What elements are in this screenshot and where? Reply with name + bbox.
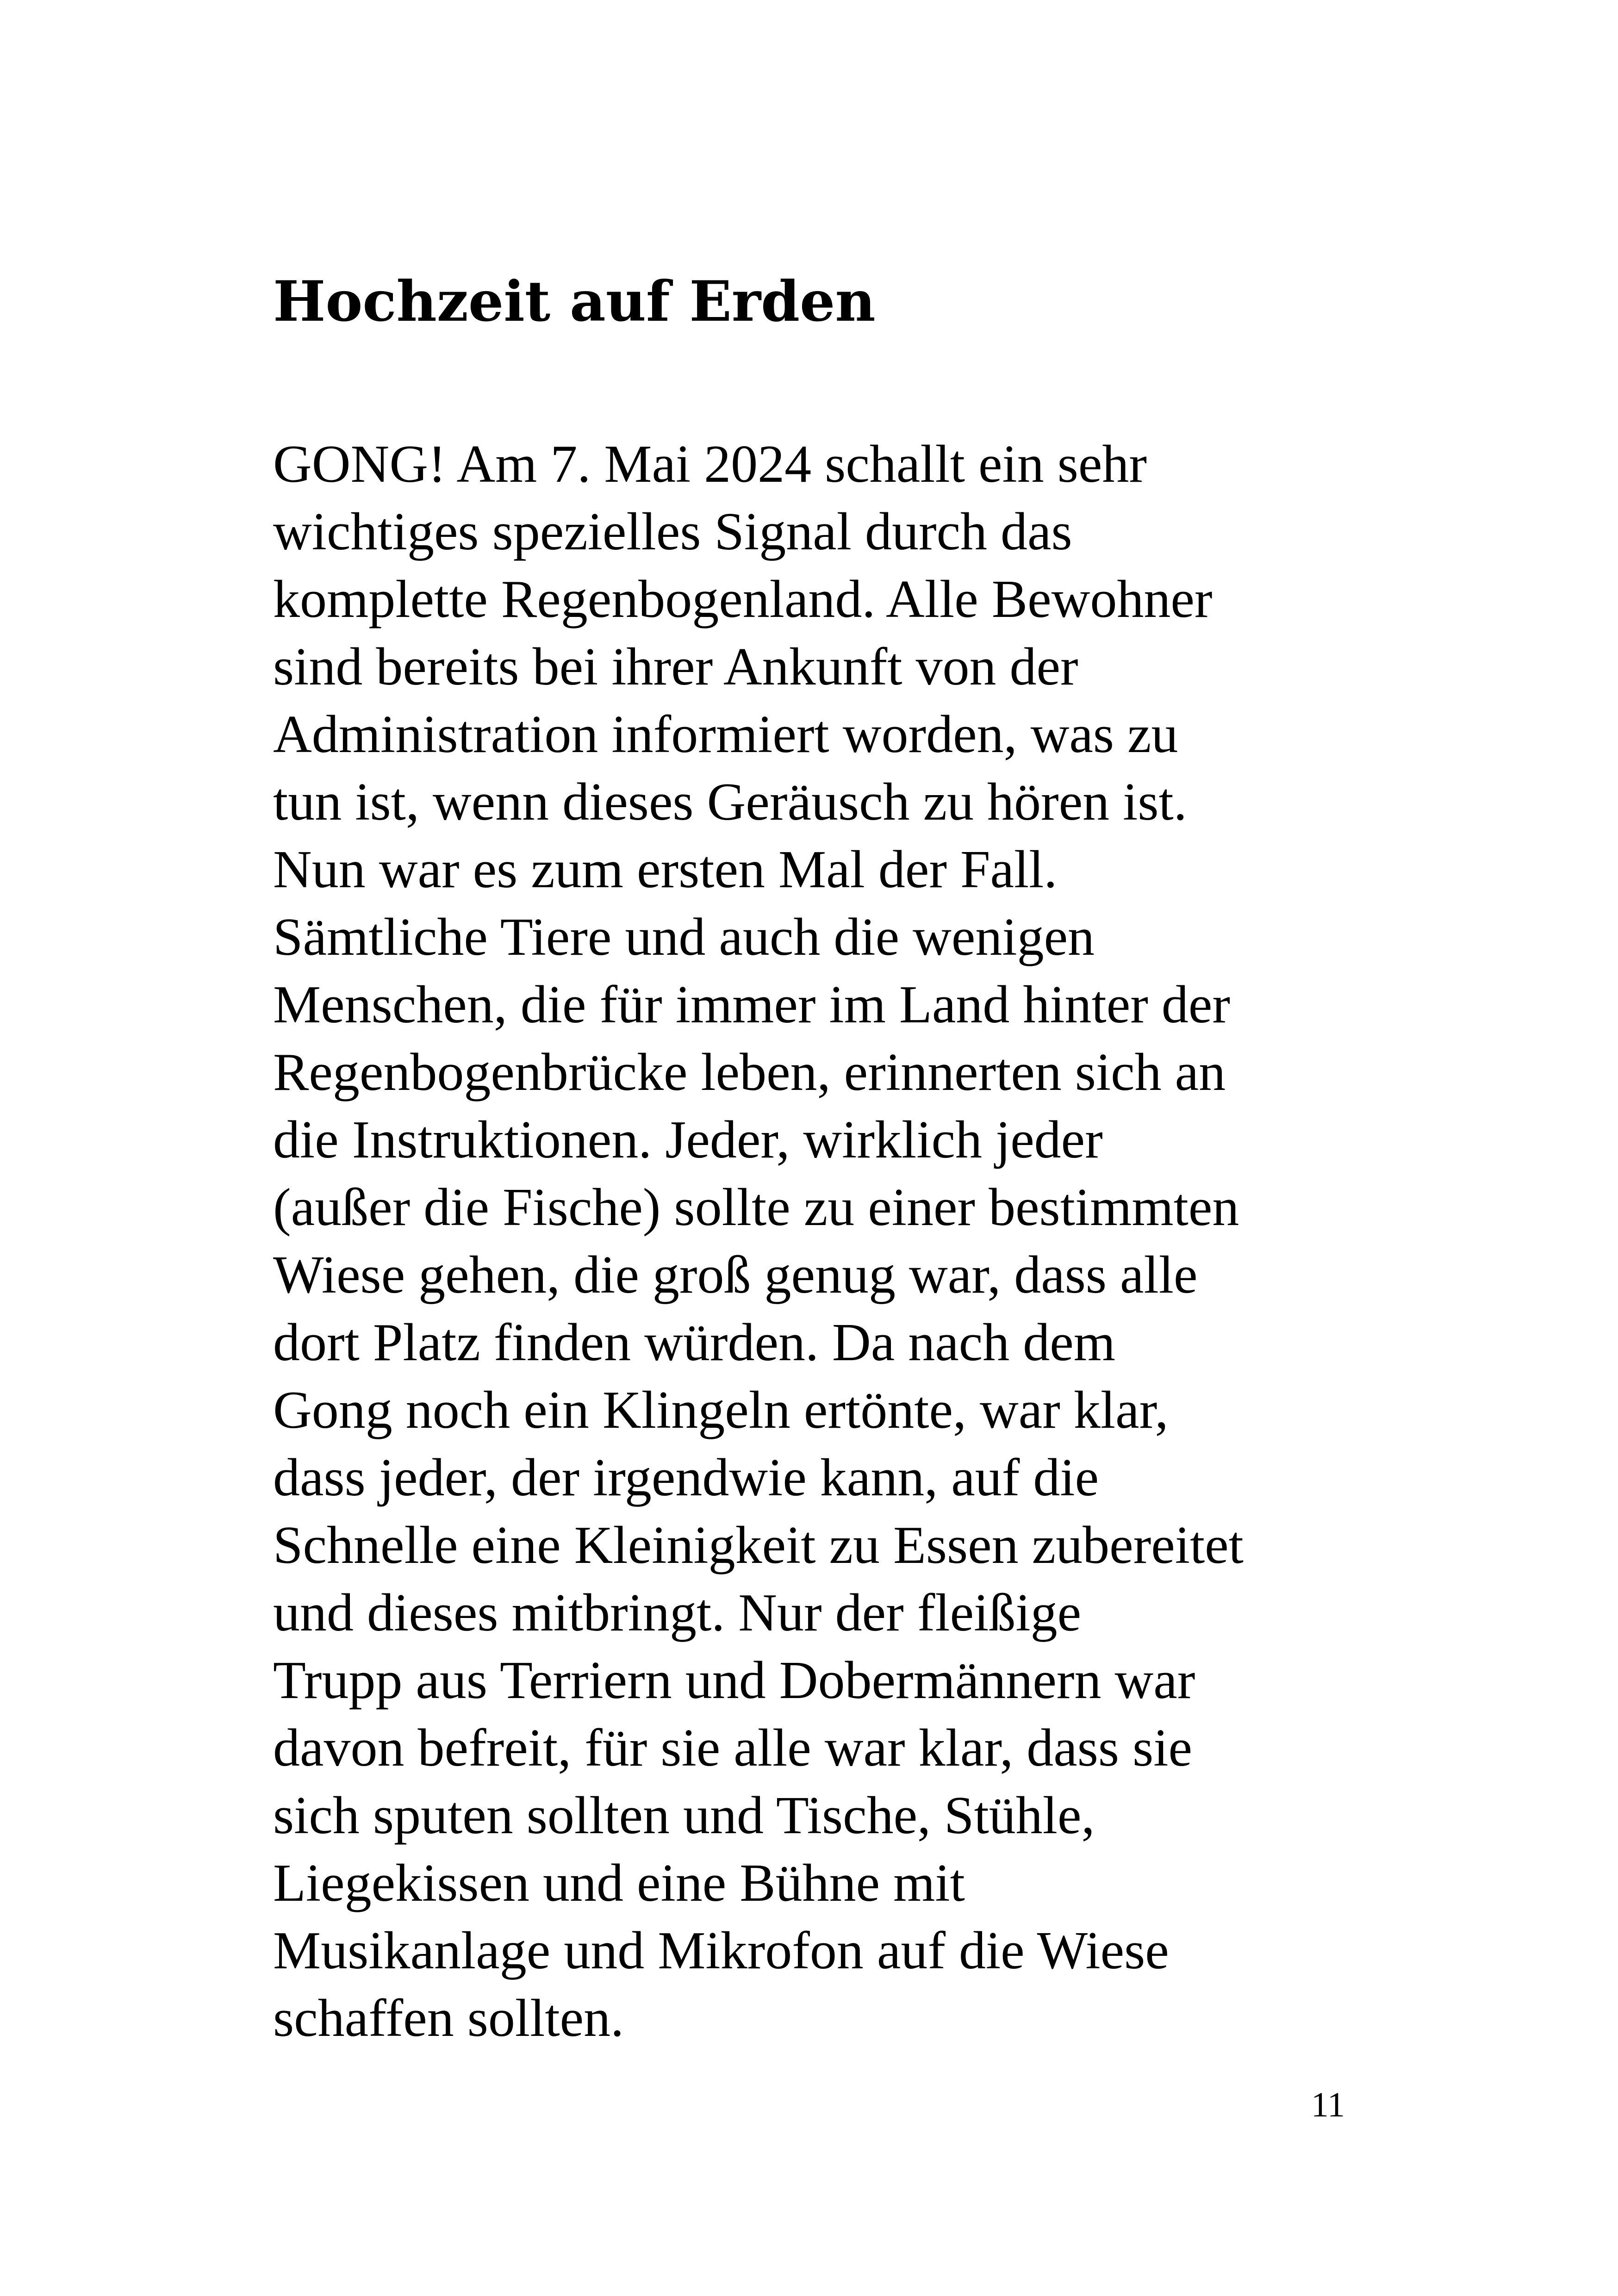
text-line: Schnelle eine Kleinigkeit zu Essen zubereitet — [273, 1516, 1244, 1575]
text-line: Nun war es zum ersten Mal der Fall. — [273, 840, 1058, 899]
text-line: komplette Regenbogenland. Alle Bewohner — [273, 570, 1213, 629]
text-line: Gong noch ein Klingeln ertönte, war klar, — [273, 1381, 1169, 1440]
text-line: tun ist, wenn dieses Geräusch zu hören ist. — [273, 772, 1187, 832]
text-line: sind bereits bei ihrer Ankunft von der — [273, 637, 1078, 697]
chapter-title: Hochzeit auf Erden — [273, 269, 876, 334]
page-number: 11 — [1311, 2085, 1345, 2124]
text-line: Liegekissen und eine Bühne mit — [273, 1854, 965, 1913]
text-line: und dieses mitbringt. Nur der fleißige — [273, 1583, 1082, 1643]
text-line: Menschen, die für immer im Land hinter der — [273, 975, 1231, 1034]
text-line: die Instruktionen. Jeder, wirklich jeder — [273, 1110, 1103, 1170]
text-line: davon befreit, für sie alle war klar, dass sie — [273, 1718, 1192, 1778]
text-line: dass jeder, der irgendwie kann, auf die — [273, 1448, 1099, 1507]
text-line: Regenbogenbrücke leben, erinnerten sich an — [273, 1043, 1226, 1102]
text-line: schaffen sollten. — [273, 1989, 624, 2048]
text-line: GONG! Am 7. Mai 2024 schallt ein sehr — [273, 435, 1147, 494]
text-line: (außer die Fische) sollte zu einer bestimmten — [273, 1178, 1239, 1237]
text-line: Musikanlage und Mikrofon auf die Wiese — [273, 1921, 1169, 1980]
body-text — [273, 430, 1384, 2052]
text-line: Wiese gehen, die groß genug war, dass alle — [273, 1245, 1198, 1305]
text-line: Sämtliche Tiere und auch die wenigen — [273, 908, 1095, 967]
text-line: Trupp aus Terriern und Dobermännern war — [273, 1651, 1195, 1710]
text-line: wichtiges spezielles Signal durch das — [273, 502, 1072, 561]
text-line: dort Platz finden würden. Da nach dem — [273, 1313, 1115, 1372]
text-line: sich sputen sollten und Tische, Stühle, — [273, 1786, 1095, 1845]
text-line: Administration informiert worden, was zu — [273, 705, 1178, 764]
